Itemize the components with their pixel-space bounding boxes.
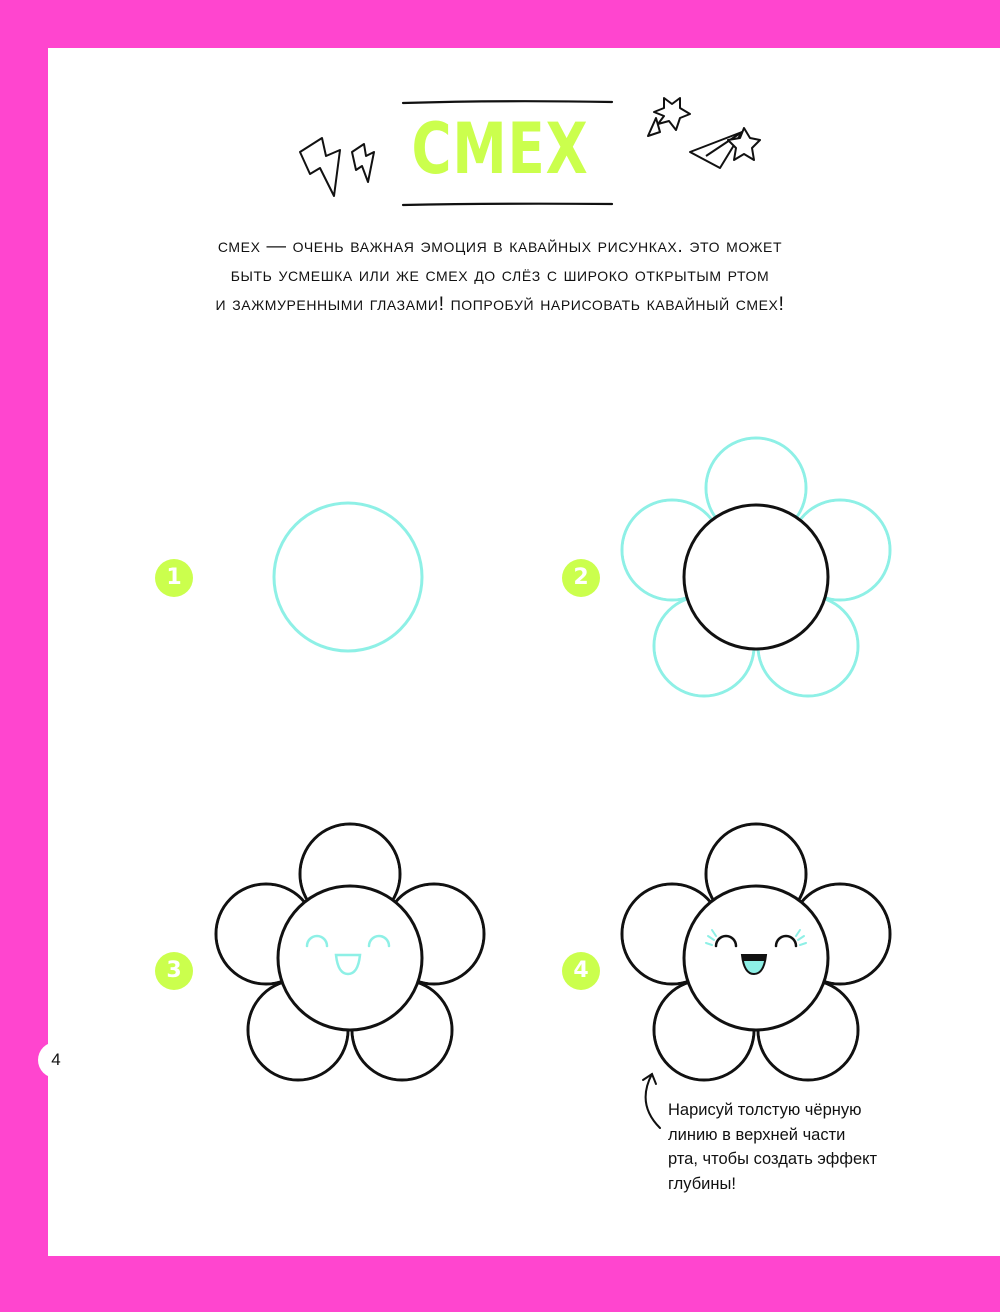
- step-4-badge: 4: [562, 952, 600, 990]
- step-3-badge: 3: [155, 952, 193, 990]
- step-1-badge: 1: [155, 559, 193, 597]
- intro-line: и зажмуренными глазами! попробуй нарисовать кавайный смех!: [215, 293, 785, 315]
- step-2-badge: 2: [562, 559, 600, 597]
- step-1-circle: [274, 503, 422, 651]
- tip-line: линию в верхней части: [668, 1125, 846, 1144]
- page-title: СМЕХ: [411, 108, 589, 190]
- intro-line: смех — очень важная эмоция в кавайных рисунках. это может: [217, 235, 783, 257]
- intro-paragraph: [140, 232, 860, 319]
- pointer-arrow-icon: [643, 1074, 660, 1128]
- step-4-flower: [622, 824, 890, 1080]
- page-number: 4: [38, 1042, 74, 1078]
- step-3-flower: [216, 824, 484, 1080]
- intro-line: быть усмешка или же смех до слёз с широко открытым ртом: [230, 264, 770, 286]
- tip-line: Нарисуй толстую чёрную: [668, 1101, 862, 1119]
- tip-line: рта, чтобы создать эффект: [668, 1150, 878, 1168]
- tip-text: [668, 1098, 916, 1196]
- tip-line: глубины!: [668, 1174, 736, 1193]
- step-2-flower: [622, 438, 890, 696]
